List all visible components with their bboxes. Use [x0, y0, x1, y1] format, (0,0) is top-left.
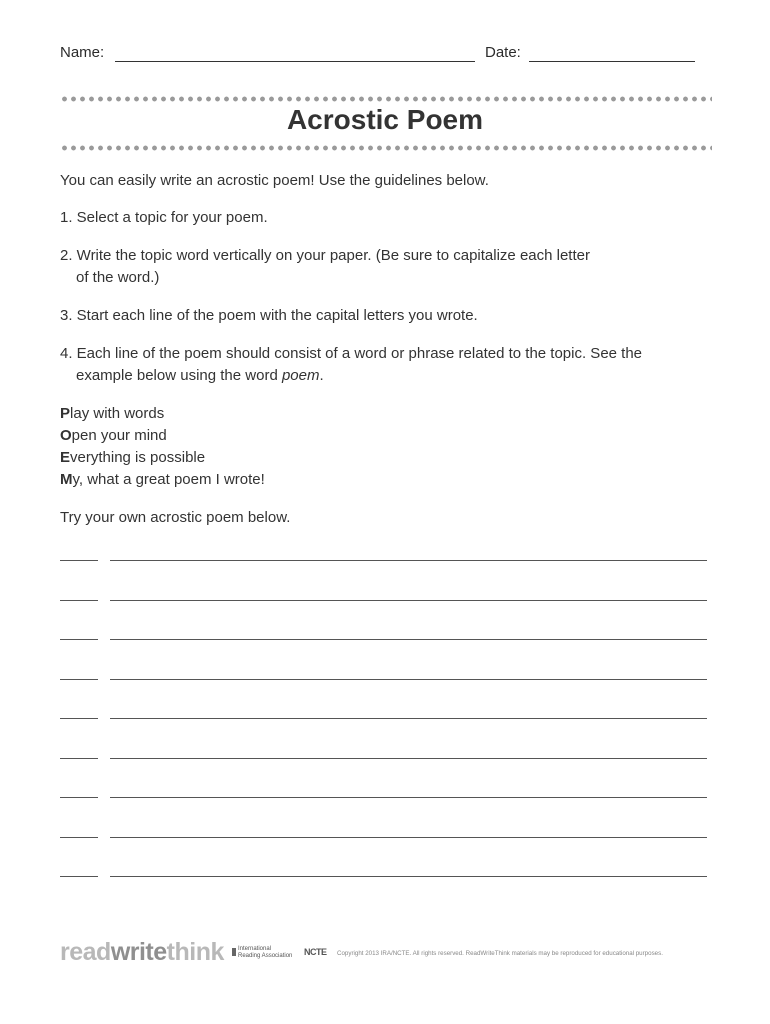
ira-logo-icon: [232, 948, 236, 956]
letter-blank[interactable]: [60, 797, 98, 798]
write-line[interactable]: [60, 837, 708, 838]
write-line[interactable]: [60, 600, 708, 601]
write-line[interactable]: [60, 876, 708, 877]
poem-rest: lay with words: [70, 405, 165, 422]
letter-blank[interactable]: [60, 837, 98, 838]
logo-read: read: [60, 938, 111, 966]
ira-line-1: International: [238, 946, 272, 952]
write-line[interactable]: [60, 639, 708, 640]
phrase-blank[interactable]: [110, 679, 707, 680]
readwritethink-logo: [60, 938, 224, 967]
phrase-blank[interactable]: [110, 758, 707, 759]
logo-think: think: [166, 938, 224, 966]
poem-rest: pen your mind: [71, 427, 167, 444]
date-label: Date:: [485, 44, 521, 61]
example-poem: [60, 403, 720, 491]
poem-initial: O: [60, 427, 72, 444]
letter-blank[interactable]: [60, 876, 98, 877]
letter-blank[interactable]: [60, 600, 98, 601]
logo-write: write: [110, 938, 167, 966]
letter-blank[interactable]: [60, 679, 98, 680]
letter-blank[interactable]: [60, 758, 98, 759]
phrase-blank[interactable]: [110, 560, 707, 561]
footer: [60, 938, 663, 966]
intro-text: You can easily write an acrostic poem! Use the guidelines below.: [60, 172, 489, 189]
step-2-line-2: of the word.): [76, 269, 160, 286]
letter-blank[interactable]: [60, 560, 98, 561]
ira-logo: [238, 946, 292, 960]
step-4-line-2: [60, 365, 720, 387]
write-line[interactable]: [60, 679, 708, 680]
poem-rest: y, what a great poem I wrote!: [72, 471, 265, 488]
try-prompt: Try your own acrostic poem below.: [60, 509, 291, 526]
poem-initial: M: [60, 471, 73, 488]
phrase-blank[interactable]: [110, 600, 707, 601]
step-2: [60, 245, 720, 289]
write-line[interactable]: [60, 560, 708, 561]
poem-initial: E: [60, 449, 71, 466]
date-field[interactable]: [529, 61, 695, 62]
phrase-blank[interactable]: [110, 797, 707, 798]
step-1: 1. Select a topic for your poem.: [60, 209, 268, 226]
ncte-logo: NCTE: [304, 947, 327, 957]
step-4-line-1: 4. Each line of the poem should consist of a word or phrase related to the topic. See the: [60, 345, 643, 362]
step-2-line-1: 2. Write the topic word vertically on your paper. (Be sure to capitalize each letter: [60, 247, 590, 264]
poem-initial: P: [60, 405, 71, 422]
letter-blank[interactable]: [60, 718, 98, 719]
step-4-period: .: [319, 367, 324, 384]
phrase-blank[interactable]: [110, 718, 707, 719]
name-date-row: [60, 44, 700, 66]
poem-rest: verything is possible: [70, 449, 206, 466]
step-4: [60, 343, 720, 387]
name-label: Name:: [60, 44, 105, 61]
phrase-blank[interactable]: [110, 876, 707, 877]
poem-line: [60, 403, 720, 425]
phrase-blank[interactable]: [110, 639, 707, 640]
write-line[interactable]: [60, 758, 708, 759]
example-word: poem: [281, 367, 320, 384]
poem-line: [60, 469, 720, 491]
bottom-dotted-divider: [60, 145, 712, 151]
phrase-blank[interactable]: [110, 837, 707, 838]
page-title: Acrostic Poem: [286, 104, 484, 135]
write-line[interactable]: [60, 797, 708, 798]
poem-line: [60, 425, 720, 447]
ira-line-2: Reading Association: [238, 953, 293, 959]
poem-line: [60, 447, 720, 469]
copyright-text: Copyright 2013 IRA/NCTE. All rights reserved. ReadWriteThink materials may be reproduced for educational purposes.: [337, 950, 663, 957]
step-4-line-2-text: example below using the word: [76, 367, 282, 384]
step-3: 3. Start each line of the poem with the capital letters you wrote.: [60, 307, 478, 324]
top-dotted-divider: [60, 96, 712, 102]
write-line[interactable]: [60, 718, 708, 719]
letter-blank[interactable]: [60, 639, 98, 640]
name-field[interactable]: [115, 61, 475, 62]
